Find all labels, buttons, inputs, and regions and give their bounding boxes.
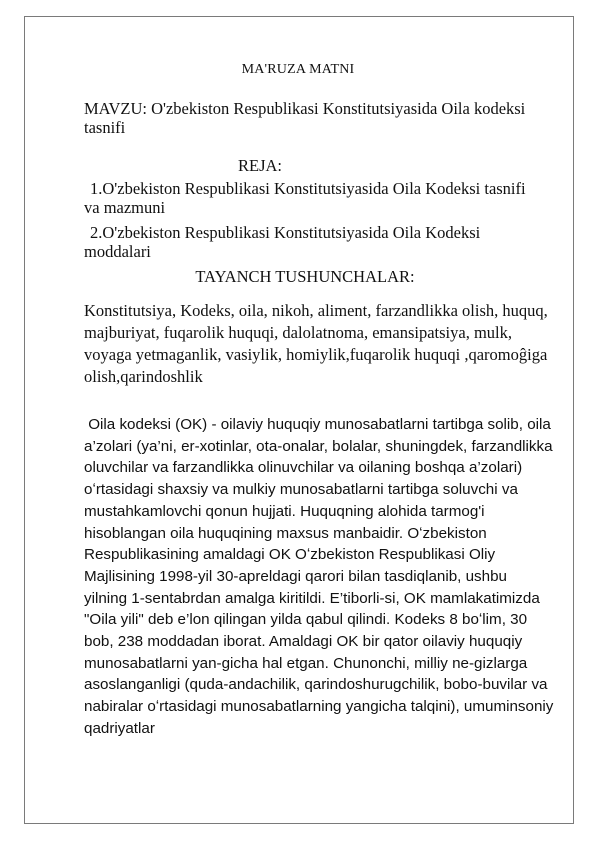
plan-item-2-text: 2.O'zbekiston Respublikasi Konstitutsiyasida Oila Kodeksi moddalari — [84, 223, 481, 261]
keywords-heading: TAYANCH TUSHUNCHALAR: — [195, 267, 415, 286]
document-title: MA'RUZA MATNI — [241, 62, 355, 77]
plan-heading: REJA: — [238, 156, 283, 175]
plan-item-1-text: 1.O'zbekiston Respublikasi Konstitutsiyasida Oila Kodeksi tasnifi va mazmuni — [84, 179, 526, 217]
topic-heading: MAVZU: O'zbekiston Respublikasi Konstitutsiyasida Oila kodeksi tasnifi — [84, 99, 526, 137]
keywords-paragraph: Konstitutsiya, Kodeks, oila, nikoh, aliment, farzandlikka olish, huquq, majburiyat, fuqarolik huquqi, dalolatnoma, emansipatsiya, mulk, voyaga yetmaganlik, vasiylik, homiylik,fuqarolik huquqi ,qaromoĝiga olish,qarindoshlik — [84, 301, 548, 386]
body-paragraph: Oila kodeksi (OK) - oilaviy huquqiy munosabatlarni tartibga solib, oila a’zolari (ya’ni, er-xotinlar, ota-onalar, bolalar, shuningdek, farzandlikka oluvchilar va farzandlikka olinuvchilar va oilaning boshqa a’zolari) oʻrtasidagi shaxsiy va mulkiy munosabatlarni tartibga soluvchi va mustahkamlovchi qonun hujjati. Huquqning alohida tarmog'i hisoblangan oila huquqining maxsus manbaidir. Oʻzbekiston Respublikasining amaldagi OK Oʻzbekiston Respublikasi Oliy Majlisining 1998-yil 30-apreldagi qarori bilan tasdiqlanib, ushbu yilning 1-sentabrdan amalga kiritildi. E’tiborli-si, OK mamlakatimizda "Oila yili" deb e’lon qilingan yilda qabul qilindi. Kodeks 8 boʻlim, 30 bob, 238 moddadan iborat. Amaldagi OK bir qator oilaviy huquqiy munosabatlarni yan-gicha hal etgan. Chunonchi, milliy ne-gizlarga asoslanganligi (quda-andachilik, qarindoshurugchilik, bobo-buvilar va nabiralar oʻrtasidagi munosabatlarning yangicha talqini), umuminsoniy qadriyatlar — [84, 416, 558, 737]
plan-item-2 — [84, 223, 544, 261]
plan-item-1 — [84, 179, 544, 217]
